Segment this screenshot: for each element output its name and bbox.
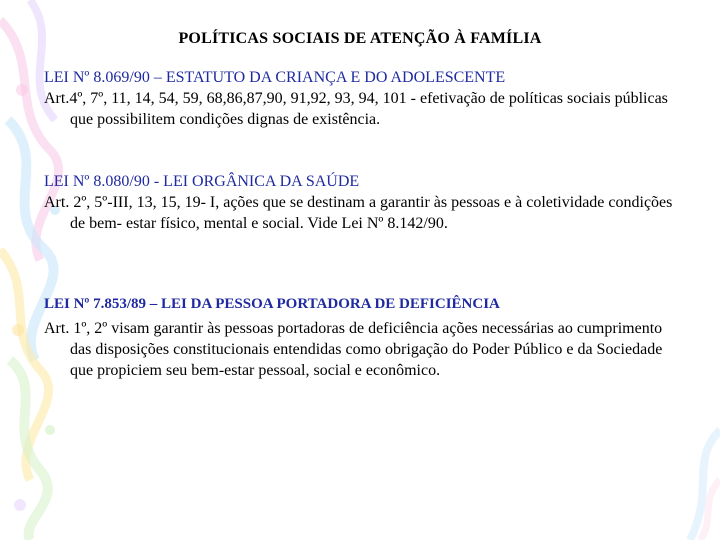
law-section-deficiencia bbox=[44, 294, 684, 381]
law-body: Art. 2º, 5º-III, 13, 15, 19- I, ações que se destinam a garantir às pessoas e à coletividade condições de bem- estar físico, mental e social. Vide Lei Nº 8.142/90. bbox=[44, 194, 673, 232]
law-heading: LEI Nº 8.080/90 - LEI ORGÂNICA DA SAÚDE bbox=[44, 173, 360, 190]
law-section-saude bbox=[44, 172, 684, 234]
law-section-eca bbox=[44, 68, 684, 130]
law-body: Art. 1º, 2º visam garantir às pessoas portadoras de deficiência ações necessárias ao cumprimento das disposições constitucionais entendidas como obrigação do Poder Público e da Sociedade que propiciem seu bem-estar pessoal, social e econômico. bbox=[44, 320, 663, 379]
law-heading: LEI Nº 8.069/90 – ESTATUTO DA CRIANÇA E DO ADOLESCENTE bbox=[44, 69, 506, 86]
law-body: Art.4º, 7º, 11, 14, 54, 59, 68,86,87,90, 91,92, 93, 94, 101 - efetivação de políticas sociais públicas que possibilitem condições dignas de existência. bbox=[44, 90, 668, 128]
page-title: POLÍTICAS SOCIAIS DE ATENÇÃO À FAMÍLIA bbox=[178, 30, 542, 47]
law-heading: LEI Nº 7.853/89 – LEI DA PESSOA PORTADORA DE DEFICIÊNCIA bbox=[44, 296, 500, 312]
